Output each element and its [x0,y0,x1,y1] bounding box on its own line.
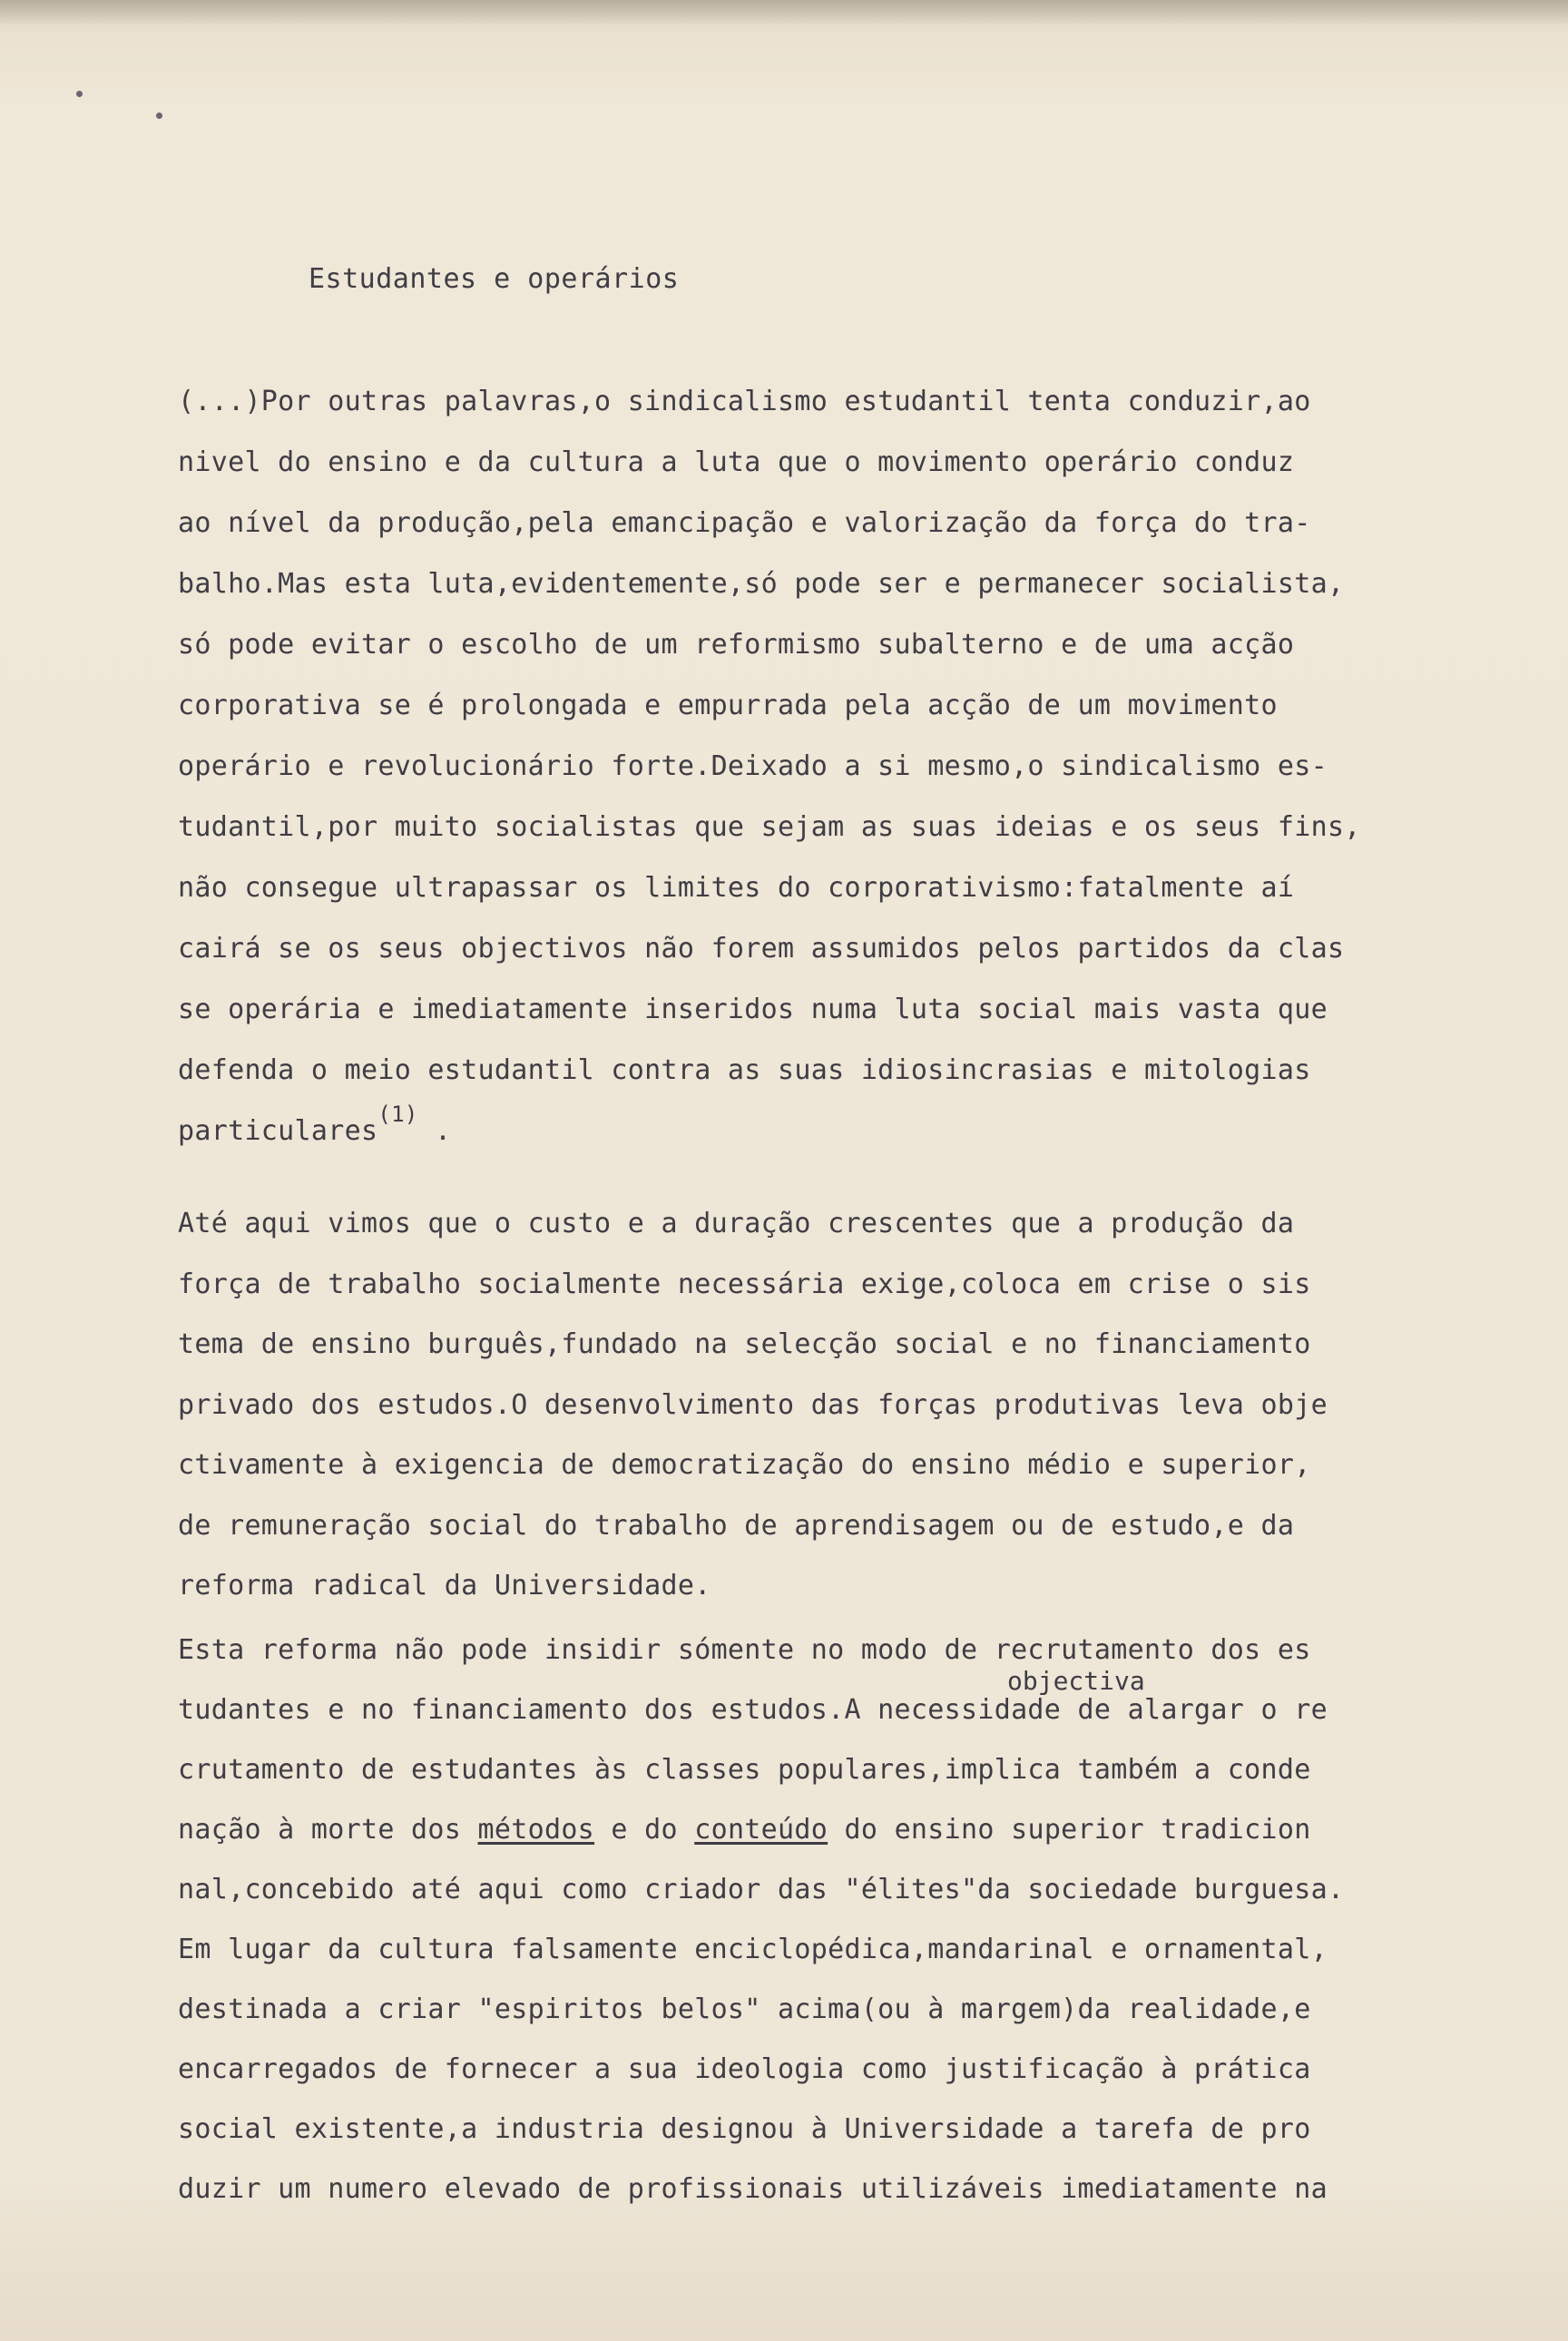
text-line: tudantil,por muito socialistas que sejam as suas ideias e os seus fins, [178,811,1361,843]
text-line: tema de ensino burguês,fundado na selecção social e no financiamento [178,1328,1311,1360]
text-line: defenda o meio estudantil contra as suas idiosincrasias e mitologias [178,1054,1311,1086]
text-line: balho.Mas esta luta,evidentemente,só pode ser e permanecer socialista, [178,568,1345,600]
text-line: duzir um numero elevado de profissionais utilizáveis imediatamente na [178,2173,1328,2205]
paragraph-1-last-line [178,1102,452,1147]
ink-spot [156,113,162,119]
text-line: nivel do ensino e da cultura a luta que o movimento operário conduz [178,446,1295,478]
text-span: nação à morte dos [178,1814,478,1846]
text-line: encarregados de fornecer a sua ideologia como justificação à prática [178,2053,1311,2085]
paragraph-3-line: crutamento de estudantes às classes populares,implica também a conde [178,1754,1311,1786]
text-line: de remuneração social do trabalho de aprendisagem ou de estudo,e da [178,1509,1295,1542]
text-line: operário e revolucionário forte.Deixado a si mesmo,o sindicalismo es- [178,750,1328,782]
text-line: não consegue ultrapassar os limites do corporativismo:fatalmente aí [178,872,1295,904]
text-line: nal,concebido até aqui como criador das "élites"da sociedade burguesa. [178,1874,1345,1905]
paragraph-3-line: Esta reforma não pode insidir sómente no modo de recrutamento dos es [178,1634,1311,1666]
text-span: do ensino superior tradicion [828,1814,1311,1846]
text-line: Até aqui vimos que o custo e a duração crescentes que a produção da [178,1208,1295,1239]
text-line: se operária e imediatamente inseridos numa luta social mais vasta que [178,994,1328,1025]
underlined-word: métodos [477,1814,595,1846]
text-line: corporativa se é prolongada e empurrada pela acção de um movimento [178,690,1278,721]
handwritten-insertion: objectiva [1007,1666,1145,1696]
text-span: . [417,1115,452,1147]
ink-spot [76,91,83,97]
text-line: privado dos estudos.O desenvolvimento das forças produtivas leva obje [178,1388,1328,1421]
paragraph-3-line: tudantes e no financiamento dos estudos.A necessidade de alargar o re [178,1694,1328,1726]
text-line: ao nível da produção,pela emancipação e valorização da força do tra- [178,507,1311,539]
text-span: particulares [178,1115,378,1147]
text-line: força de trabalho socialmente necessária exige,coloca em crise o sis [178,1268,1311,1300]
text-line: social existente,a industria designou à Universidade a tarefa de pro [178,2113,1311,2145]
text-line: só pode evitar o escolho de um reformismo subalterno e de uma acção [178,629,1295,661]
text-line: Em lugar da cultura falsamente enciclopédica,mandarinal e ornamental, [178,1934,1328,1965]
text-line: ctivamente à exigencia de democratização do ensino médio e superior, [178,1449,1311,1481]
text-line: destinada a criar "espiritos belos" acima(ou à margem)da realidade,e [178,1993,1311,2025]
text-span: e do [594,1814,695,1846]
document-title: Estudantes e operários [309,263,680,295]
text-line: reforma radical da Universidade. [178,1570,711,1601]
top-edge-shadow [0,0,1568,25]
text-line: cairá se os seus objectivos não forem assumidos pelos partidos da clas [178,933,1345,965]
underlined-word: conteúdo [694,1814,828,1846]
paragraph-3-line [178,1814,1311,1846]
text-line: (...)Por outras palavras,o sindicalismo estudantil tenta conduzir,ao [178,386,1311,417]
footnote-mark: (1) [377,1102,418,1127]
